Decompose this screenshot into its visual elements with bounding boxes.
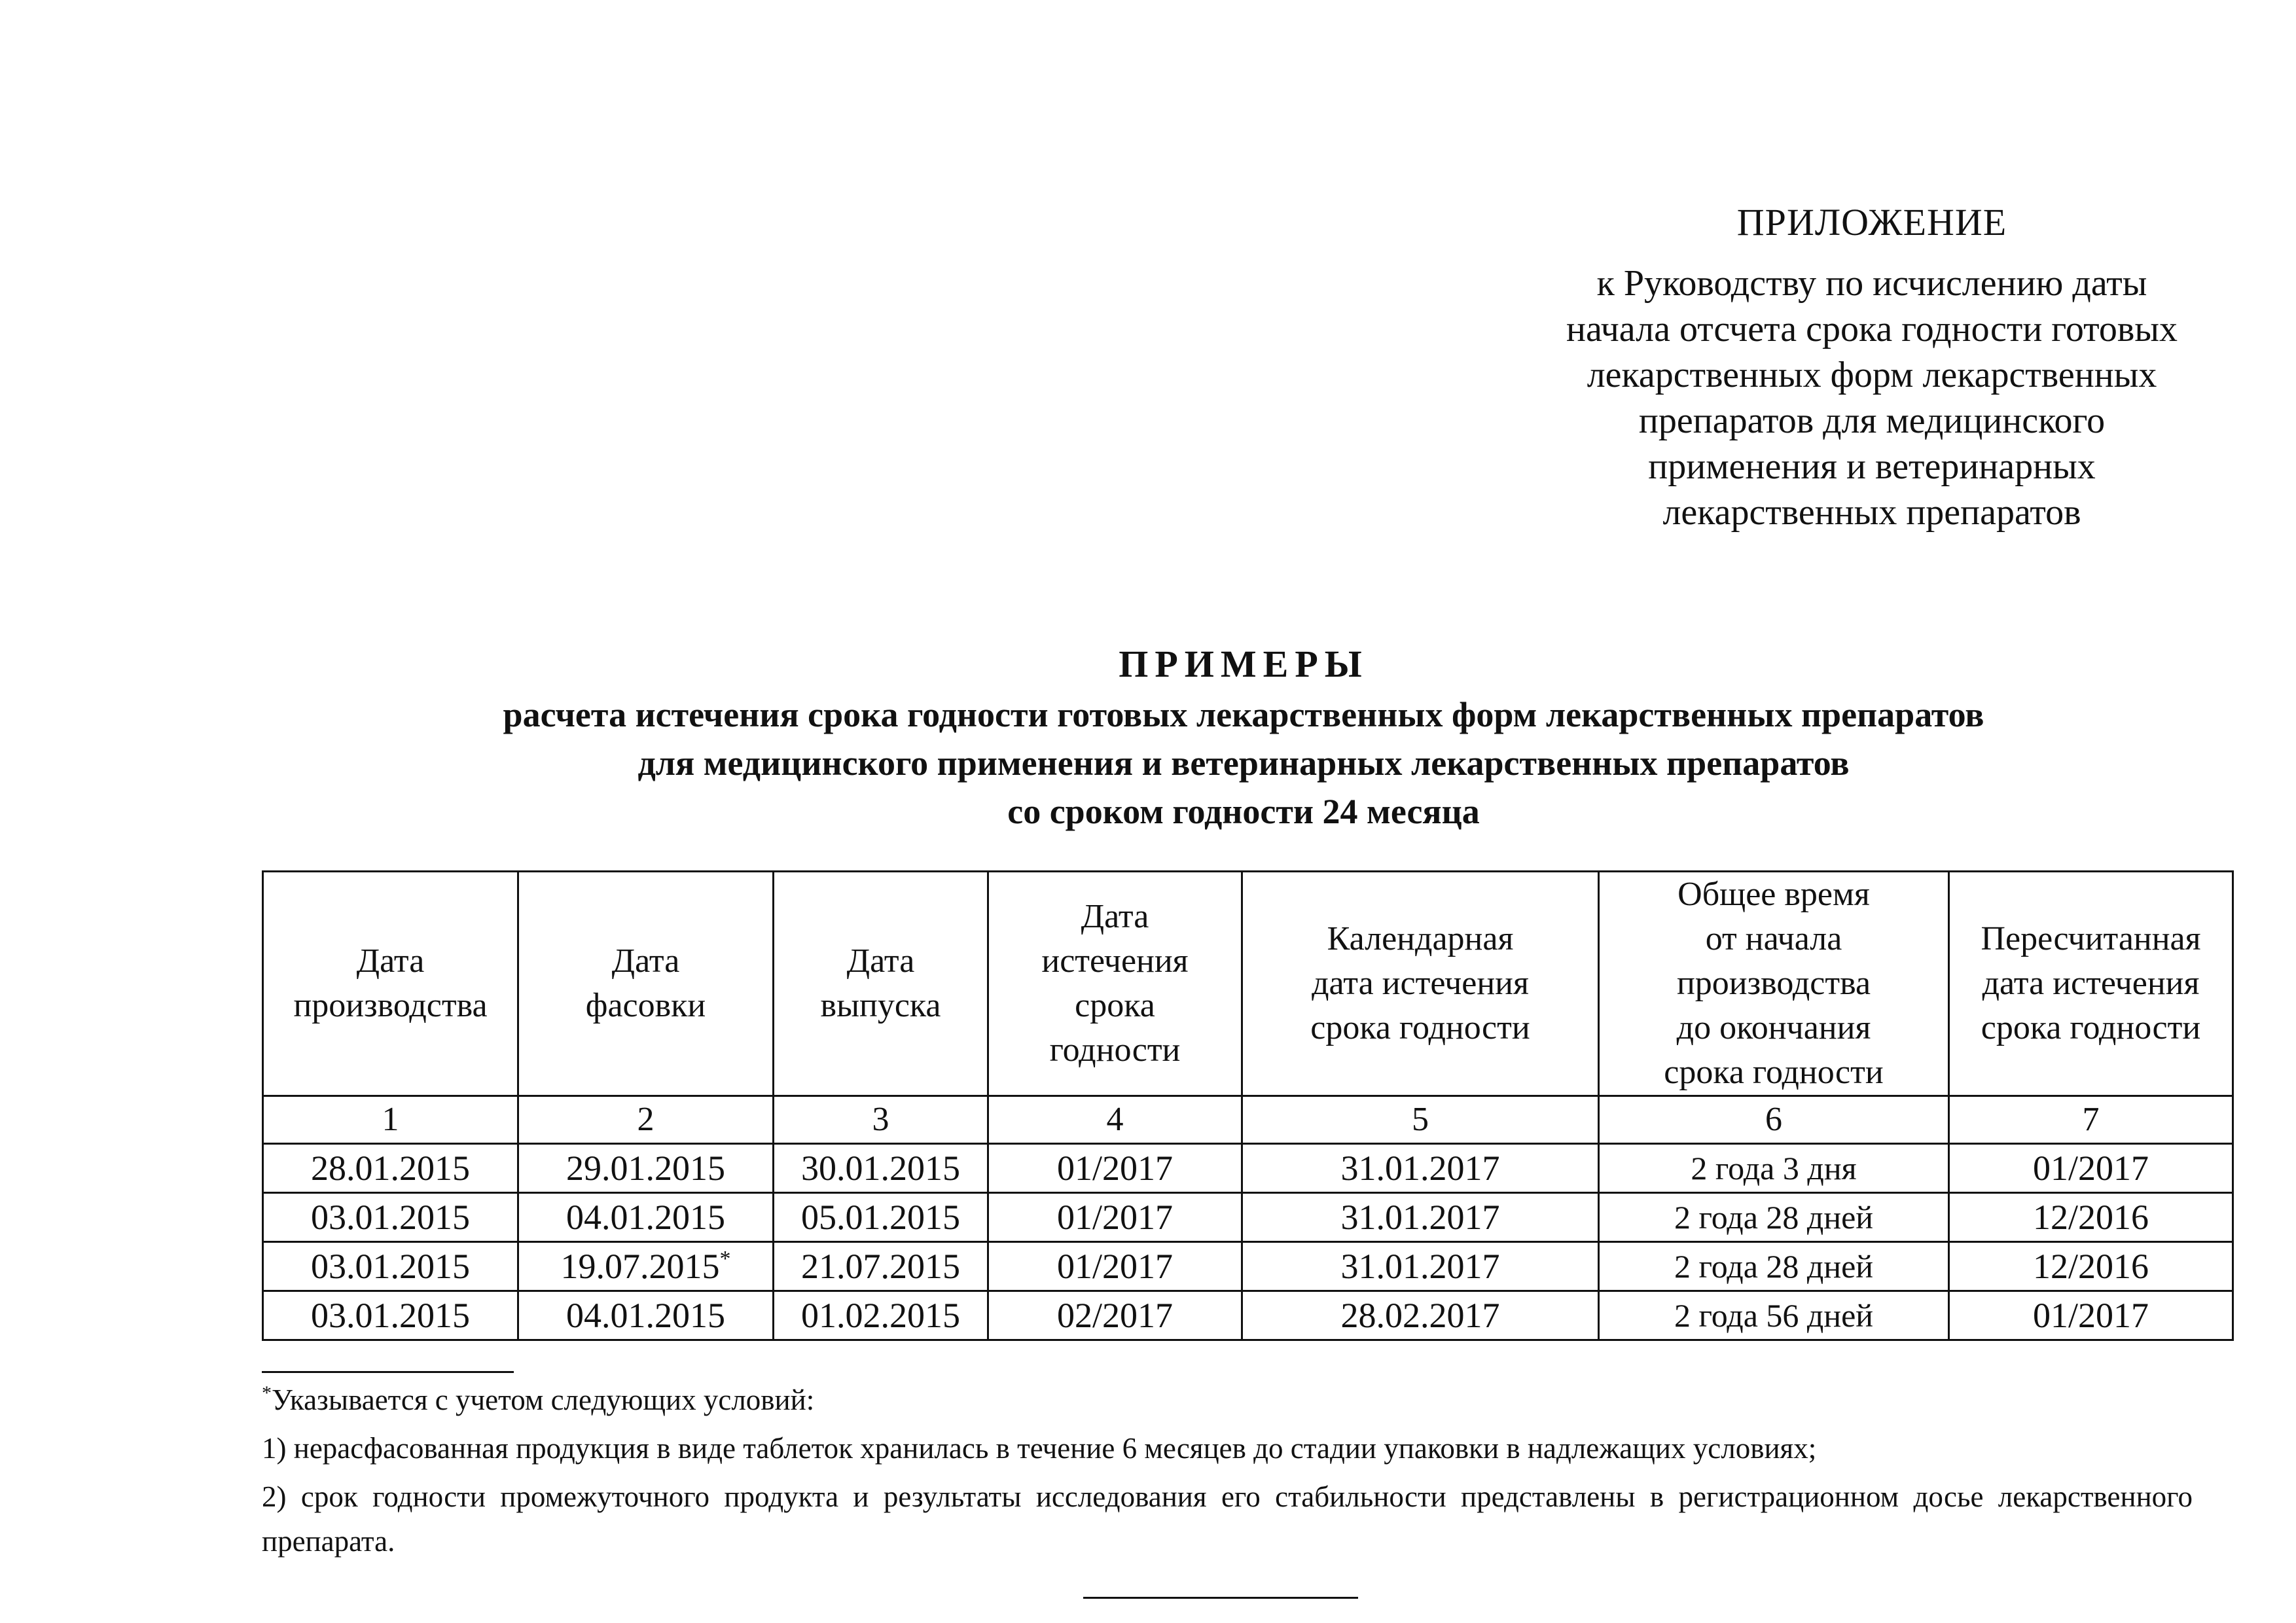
column-number: 1 bbox=[263, 1096, 518, 1144]
column-header: Дата выпуска bbox=[774, 872, 988, 1096]
table-cell: 03.01.2015 bbox=[263, 1242, 518, 1291]
annex-line: лекарственных препаратов bbox=[1662, 492, 2081, 533]
table-cell: 01/2017 bbox=[988, 1144, 1242, 1193]
table-cell: 2 года 56 дней bbox=[1599, 1291, 1949, 1340]
table-cell: 01/2017 bbox=[988, 1193, 1242, 1242]
table-cell: 02/2017 bbox=[988, 1291, 1242, 1340]
column-header: Дата истечения срока годности bbox=[988, 872, 1242, 1096]
column-header: Дата производства bbox=[263, 872, 518, 1096]
heading-title: ПРИМЕРЫ bbox=[1119, 643, 1369, 685]
footnote-item: 1) нерасфасованная продукция в виде таблеток хранилась в течение 6 месяцев до стадии упаковки в надлежащих условиях; bbox=[262, 1432, 1817, 1465]
annex-line: к Руководству по исчислению даты bbox=[1596, 263, 2147, 304]
footnote-intro bbox=[262, 1378, 2193, 1422]
column-number: 6 bbox=[1599, 1096, 1949, 1144]
table-cell: 28.02.2017 bbox=[1242, 1291, 1599, 1340]
column-number: 7 bbox=[1949, 1096, 2233, 1144]
table-cell: 2 года 28 дней bbox=[1599, 1242, 1949, 1291]
document-heading bbox=[262, 638, 2225, 836]
table-cell: 12/2016 bbox=[1949, 1242, 2233, 1291]
table-cell: 2 года 28 дней bbox=[1599, 1193, 1949, 1242]
column-number: 5 bbox=[1242, 1096, 1599, 1144]
footnotes bbox=[262, 1378, 2193, 1563]
annex-title: ПРИЛОЖЕНИЕ bbox=[1736, 201, 2007, 243]
examples-table bbox=[262, 870, 2234, 1341]
column-number: 4 bbox=[988, 1096, 1242, 1144]
heading-line: для медицинского применения и ветеринарных лекарственных препаратов bbox=[637, 743, 1850, 783]
table-cell: 29.01.2015 bbox=[518, 1144, 774, 1193]
column-header: Общее время от начала производства до окончания срока годности bbox=[1599, 872, 1949, 1096]
annex-block bbox=[1492, 196, 2251, 535]
footnote-mark: * bbox=[262, 1382, 272, 1404]
table-cell: 30.01.2015 bbox=[774, 1144, 988, 1193]
footnote-item: 2) срок годности промежуточного продукта и результаты исследования его стабильности представлены в регистрационном досье лекарственного препарата. bbox=[262, 1480, 2193, 1558]
table-cell: 04.01.2015 bbox=[518, 1291, 774, 1340]
table-cell-value: 19.07.2015 bbox=[560, 1247, 720, 1286]
annex-line: лекарственных форм лекарственных bbox=[1587, 355, 2157, 395]
table-row bbox=[263, 1193, 2233, 1242]
table-cell: 01.02.2015 bbox=[774, 1291, 988, 1340]
footnote-intro-text: Указывается с учетом следующих условий: bbox=[272, 1383, 815, 1416]
footnote-divider bbox=[262, 1371, 514, 1373]
table-row bbox=[263, 1291, 2233, 1340]
footnote-mark: * bbox=[719, 1247, 731, 1271]
table-cell: 04.01.2015 bbox=[518, 1193, 774, 1242]
annex-line: препаратов для медицинского bbox=[1638, 401, 2106, 441]
table-cell: 01/2017 bbox=[988, 1242, 1242, 1291]
table-row bbox=[263, 1144, 2233, 1193]
column-header: Календарная дата истечения срока годности bbox=[1242, 872, 1599, 1096]
table-cell bbox=[518, 1242, 774, 1291]
table-cell: 28.01.2015 bbox=[263, 1144, 518, 1193]
table-cell: 01/2017 bbox=[1949, 1144, 2233, 1193]
heading-line: расчета истечения срока годности готовых лекарственных форм лекарственных препаратов bbox=[503, 695, 1984, 734]
table-cell: 12/2016 bbox=[1949, 1193, 2233, 1242]
table-cell: 01/2017 bbox=[1949, 1291, 2233, 1340]
table-row bbox=[263, 1242, 2233, 1291]
table-header-row bbox=[263, 872, 2233, 1096]
table-cell: 05.01.2015 bbox=[774, 1193, 988, 1242]
column-number: 3 bbox=[774, 1096, 988, 1144]
table-cell: 31.01.2017 bbox=[1242, 1242, 1599, 1291]
column-header: Пересчитанная дата истечения срока годности bbox=[1949, 872, 2233, 1096]
table-cell: 31.01.2017 bbox=[1242, 1193, 1599, 1242]
table-cell: 03.01.2015 bbox=[263, 1193, 518, 1242]
table-cell: 21.07.2015 bbox=[774, 1242, 988, 1291]
annex-line: начала отсчета срока годности готовых bbox=[1566, 309, 2178, 349]
table-cell: 2 года 3 дня bbox=[1599, 1144, 1949, 1193]
heading-line: со сроком годности 24 месяца bbox=[1007, 792, 1480, 831]
end-divider bbox=[1083, 1597, 1358, 1599]
column-header: Дата фасовки bbox=[518, 872, 774, 1096]
table-cell: 03.01.2015 bbox=[263, 1291, 518, 1340]
column-number: 2 bbox=[518, 1096, 774, 1144]
column-number-row bbox=[263, 1096, 2233, 1144]
annex-line: применения и ветеринарных bbox=[1648, 446, 2096, 487]
table-cell: 31.01.2017 bbox=[1242, 1144, 1599, 1193]
